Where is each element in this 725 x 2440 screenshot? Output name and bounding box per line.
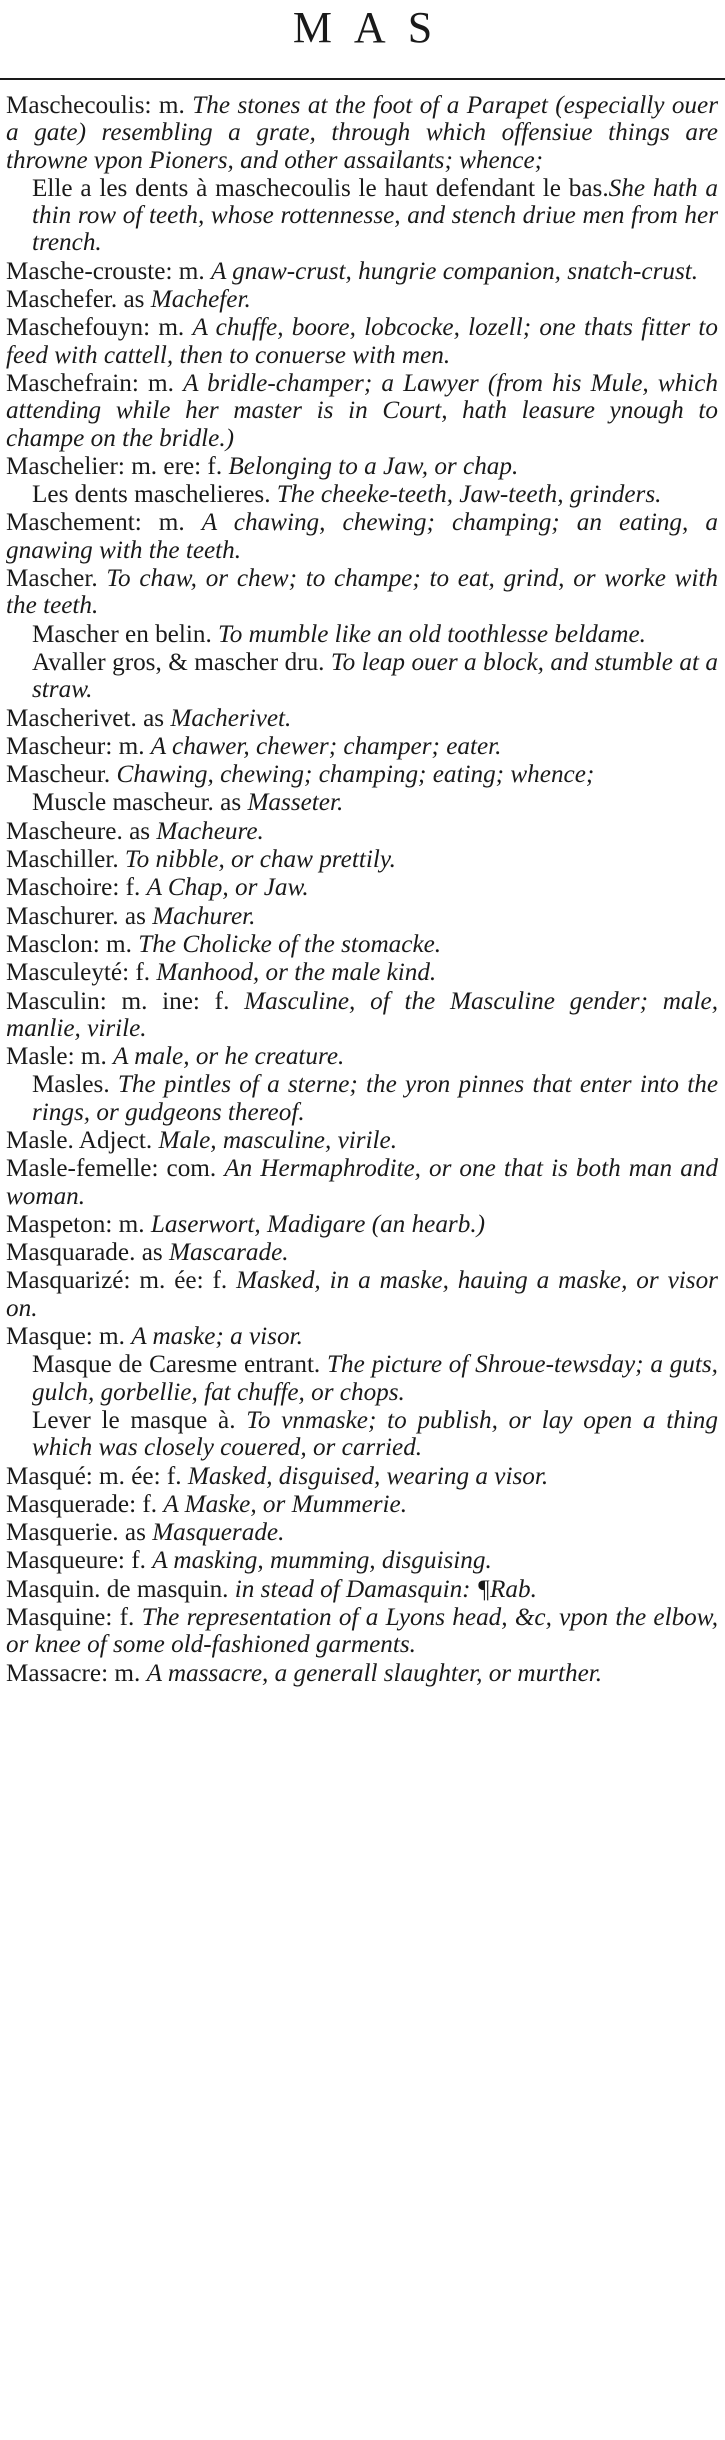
grammar-note: as	[122, 817, 157, 845]
dictionary-entry	[6, 761, 718, 788]
dictionary-entry	[6, 286, 718, 313]
sub-entry	[6, 649, 718, 704]
headword: Maschefrain	[6, 369, 132, 397]
dictionary-entry	[6, 1547, 718, 1574]
grammar-note: de masquin.	[100, 1575, 235, 1603]
definition: Masked, in a maske, hauing a maske, or visor on.	[6, 1267, 718, 1322]
grammar-note: : m.	[131, 369, 184, 397]
grammar-note: : f.	[129, 1490, 164, 1518]
sub-entry	[6, 175, 718, 257]
headword: Mascheur.	[6, 761, 111, 789]
definition: A bridle-champer; a Lawyer (from his Mule, which attending while her master is in Court, hath leasure ynough to champe on the bridle.)	[6, 369, 718, 452]
grammar-note: : m.	[92, 930, 139, 958]
definition: Belonging to a Jaw, or chap.	[228, 452, 519, 480]
headword: Masclon	[6, 930, 93, 958]
headword: Masqué	[6, 1462, 86, 1490]
sub-entry	[6, 1351, 718, 1406]
dictionary-entry	[6, 314, 718, 369]
definition: A chawing, chewing; champing; an eating, a gnawing with the teeth.	[6, 509, 718, 564]
dictionary-entry	[6, 1576, 718, 1603]
definition: A male, or he creature.	[113, 1043, 345, 1071]
definition: Mascarade.	[168, 1239, 289, 1267]
definition: An Hermaphrodite, or one that is both man and woman.	[6, 1155, 718, 1210]
grammar-note: : m.	[165, 257, 211, 285]
grammar-note: : m.	[144, 92, 193, 119]
headword: Lever le masque à.	[32, 1406, 236, 1434]
headword: Masle	[6, 1043, 68, 1071]
grammar-note: : m.	[101, 1659, 147, 1687]
headword: Mascher.	[6, 565, 98, 593]
headword: Masque	[6, 1323, 86, 1351]
sub-entry	[6, 621, 718, 648]
headword: Masquine	[6, 1604, 106, 1632]
grammar-note: : m. ine: f.	[99, 987, 245, 1015]
headword: Maschoire	[6, 874, 113, 902]
headword: Masle.	[6, 1126, 74, 1154]
headword: Maschefouyn	[6, 314, 144, 342]
grammar-note: : m.	[105, 732, 151, 760]
headword: Maschecoulis	[6, 92, 145, 119]
definition: To nibble, or chaw prettily.	[124, 846, 396, 874]
dictionary-entry	[6, 931, 718, 958]
definition: The pintles of a sterne; the yron pinnes that enter into the rings, or gudgeons thereof.	[32, 1071, 718, 1126]
sub-entry	[6, 1071, 718, 1126]
dictionary-entry	[6, 453, 718, 480]
definition: A chuffe, boore, lobcocke, lozell; one thats fitter to feed with cattell, then to conuerse with men.	[6, 314, 719, 369]
definition: To chaw, or chew; to champe; to eat, grind, or worke with the teeth.	[6, 565, 718, 620]
headword: Muscle mascheur.	[32, 789, 214, 817]
grammar-note: : f.	[117, 1547, 153, 1575]
dictionary-entry	[6, 1604, 718, 1659]
dictionary-entry	[6, 846, 718, 873]
definition: Masked, disguised, wearing a visor.	[187, 1462, 549, 1490]
dictionary-entry	[6, 1463, 718, 1490]
headword: Masqueure	[6, 1547, 118, 1575]
headword: Masquarade.	[6, 1239, 136, 1267]
headword: Masquarizé	[6, 1267, 124, 1295]
dictionary-entry	[6, 92, 718, 174]
grammar-note: : m.	[134, 509, 202, 537]
definition: Masquerade.	[152, 1519, 285, 1547]
dictionary-entry	[6, 818, 718, 845]
definition: The representation of a Lyons head, &c, vpon the elbow, or knee of some old-fashioned garments.	[6, 1604, 719, 1659]
dictionary-entry	[6, 1323, 718, 1350]
definition: Machurer.	[152, 902, 256, 930]
headword: Mascheure.	[6, 817, 123, 845]
grammar-note: as	[213, 789, 248, 817]
grammar-note: : m.	[85, 1323, 132, 1351]
headword: Massacre	[6, 1659, 102, 1687]
definition: She hath a thin row of teeth, whose rottennesse, and stench driue men from her trench.	[32, 174, 718, 257]
definition: The picture of Shroue-tewsday; a guts, gulch, gorbellie, fat chuffe, or chops.	[32, 1351, 718, 1406]
definition: Chawing, chewing; champing; eating; whence;	[116, 761, 595, 789]
definition: To mumble like an old toothlesse beldame.	[218, 620, 646, 648]
dictionary-entry	[6, 1267, 718, 1322]
dictionary-entry	[6, 733, 718, 760]
grammar-note: Adject.	[73, 1126, 159, 1154]
grammar-note	[110, 1071, 118, 1098]
dictionary-entry	[6, 509, 718, 564]
sub-entry	[6, 1407, 718, 1462]
dictionary-entry	[6, 874, 718, 901]
grammar-note: : com.	[151, 1155, 225, 1183]
definition: A gnaw-crust, hungrie companion, snatch-crust.	[210, 257, 699, 285]
headword: Masle-femelle	[6, 1155, 152, 1183]
headword: Maschiller.	[6, 846, 119, 874]
definition: Machefer.	[150, 286, 251, 314]
grammar-note: : f.	[105, 1604, 142, 1632]
grammar-note: : m. ée: f.	[123, 1267, 237, 1295]
sub-entry	[6, 481, 718, 508]
grammar-note: : m. ée: f.	[85, 1462, 188, 1490]
headword: Maspeton	[6, 1210, 106, 1238]
headword: Maschelier	[6, 452, 118, 480]
headword: Masculeyté	[6, 959, 123, 987]
definition: Masculine, of the Masculine gender; male, manlie, virile.	[6, 987, 718, 1042]
entry-list	[6, 92, 718, 1688]
definition: The Cholicke of the stomacke.	[138, 930, 442, 958]
dictionary-entry	[6, 1043, 718, 1070]
header-rule	[0, 78, 725, 80]
headword: Maschefer.	[6, 286, 118, 314]
headword: Mascher en belin.	[32, 620, 212, 648]
definition: Masseter.	[247, 789, 344, 817]
headword: Les dents maschelieres.	[32, 481, 271, 509]
grammar-note	[236, 1407, 247, 1434]
definition: Macheure.	[156, 817, 264, 845]
sub-entry	[6, 789, 718, 816]
dictionary-entry	[6, 1155, 718, 1210]
definition: Male, masculine, virile.	[158, 1126, 398, 1154]
headword: Elle a les dents à maschecoulis le haut defendant le bas.	[32, 174, 609, 202]
headword: Masquin.	[6, 1575, 101, 1603]
headword: Mascheur	[6, 732, 106, 760]
definition: The cheeke-teeth, Jaw-teeth, grinders.	[276, 481, 662, 509]
grammar-note: as	[117, 286, 151, 314]
headword: Masquerade	[6, 1490, 130, 1518]
definition: A chawer, chewer; champer; eater.	[150, 732, 502, 760]
definition: To leap ouer a block, and stumble at a straw.	[32, 648, 719, 704]
dictionary-entry	[6, 1239, 718, 1266]
grammar-note: : m.	[105, 1210, 151, 1238]
headword: Maschement	[6, 509, 135, 537]
grammar-note	[320, 1351, 327, 1378]
dictionary-entry	[6, 705, 718, 732]
definition: in stead of Damasquin: ¶Rab.	[234, 1575, 537, 1603]
grammar-note: : m.	[67, 1043, 114, 1071]
dictionary-entry	[6, 258, 718, 285]
definition: A masking, mumming, disguising.	[152, 1547, 492, 1575]
dictionary-entry	[6, 1211, 718, 1238]
page-header: MAS	[292, 3, 455, 52]
definition: Macherivet.	[170, 704, 292, 732]
grammar-note: as	[135, 1239, 169, 1267]
grammar-note: as	[136, 704, 171, 732]
definition: Laserwort, Madigare (an hearb.)	[150, 1210, 486, 1238]
grammar-note: as	[118, 1519, 153, 1547]
grammar-note: : f.	[112, 874, 147, 902]
definition: A Maske, or Mummerie.	[163, 1490, 408, 1518]
grammar-note: : m.	[143, 314, 193, 342]
dictionary-entry	[6, 903, 718, 930]
grammar-note: : f.	[122, 959, 157, 987]
dictionary-entry	[6, 1491, 718, 1518]
definition: A maske; a visor.	[131, 1323, 303, 1351]
headword: Masche-crouste	[6, 257, 166, 285]
headword: Masles.	[32, 1071, 110, 1099]
definition: To vnmaske; to publish, or lay open a thing which was closely couered, or carried.	[32, 1406, 718, 1462]
dictionary-entry	[6, 370, 718, 452]
dictionary-entry	[6, 1519, 718, 1546]
definition: Manhood, or the male kind.	[156, 959, 437, 987]
dictionary-entry	[6, 988, 718, 1043]
grammar-note: : m. ere: f.	[117, 452, 229, 480]
definition: The stones at the foot of a Parapet (especially ouer a gate) resembling a grate, through which offensiue things are throwne vpon Pioners, and other assailants; whence;	[6, 92, 718, 174]
dictionary-entry	[6, 1127, 718, 1154]
dictionary-entry	[6, 959, 718, 986]
headword: Maschurer.	[6, 902, 119, 930]
headword: Masque de Caresme entrant.	[32, 1351, 321, 1379]
dictionary-entry	[6, 1660, 718, 1687]
dictionary-entry	[6, 565, 718, 620]
headword: Masquerie.	[6, 1519, 119, 1547]
definition: A Chap, or Jaw.	[146, 874, 309, 902]
headword: Avaller gros, & mascher dru.	[32, 648, 325, 676]
headword: Mascherivet.	[6, 704, 137, 732]
headword: Masculin	[6, 987, 100, 1015]
grammar-note: as	[118, 902, 153, 930]
definition: A massacre, a generall slaughter, or murther.	[146, 1659, 603, 1687]
